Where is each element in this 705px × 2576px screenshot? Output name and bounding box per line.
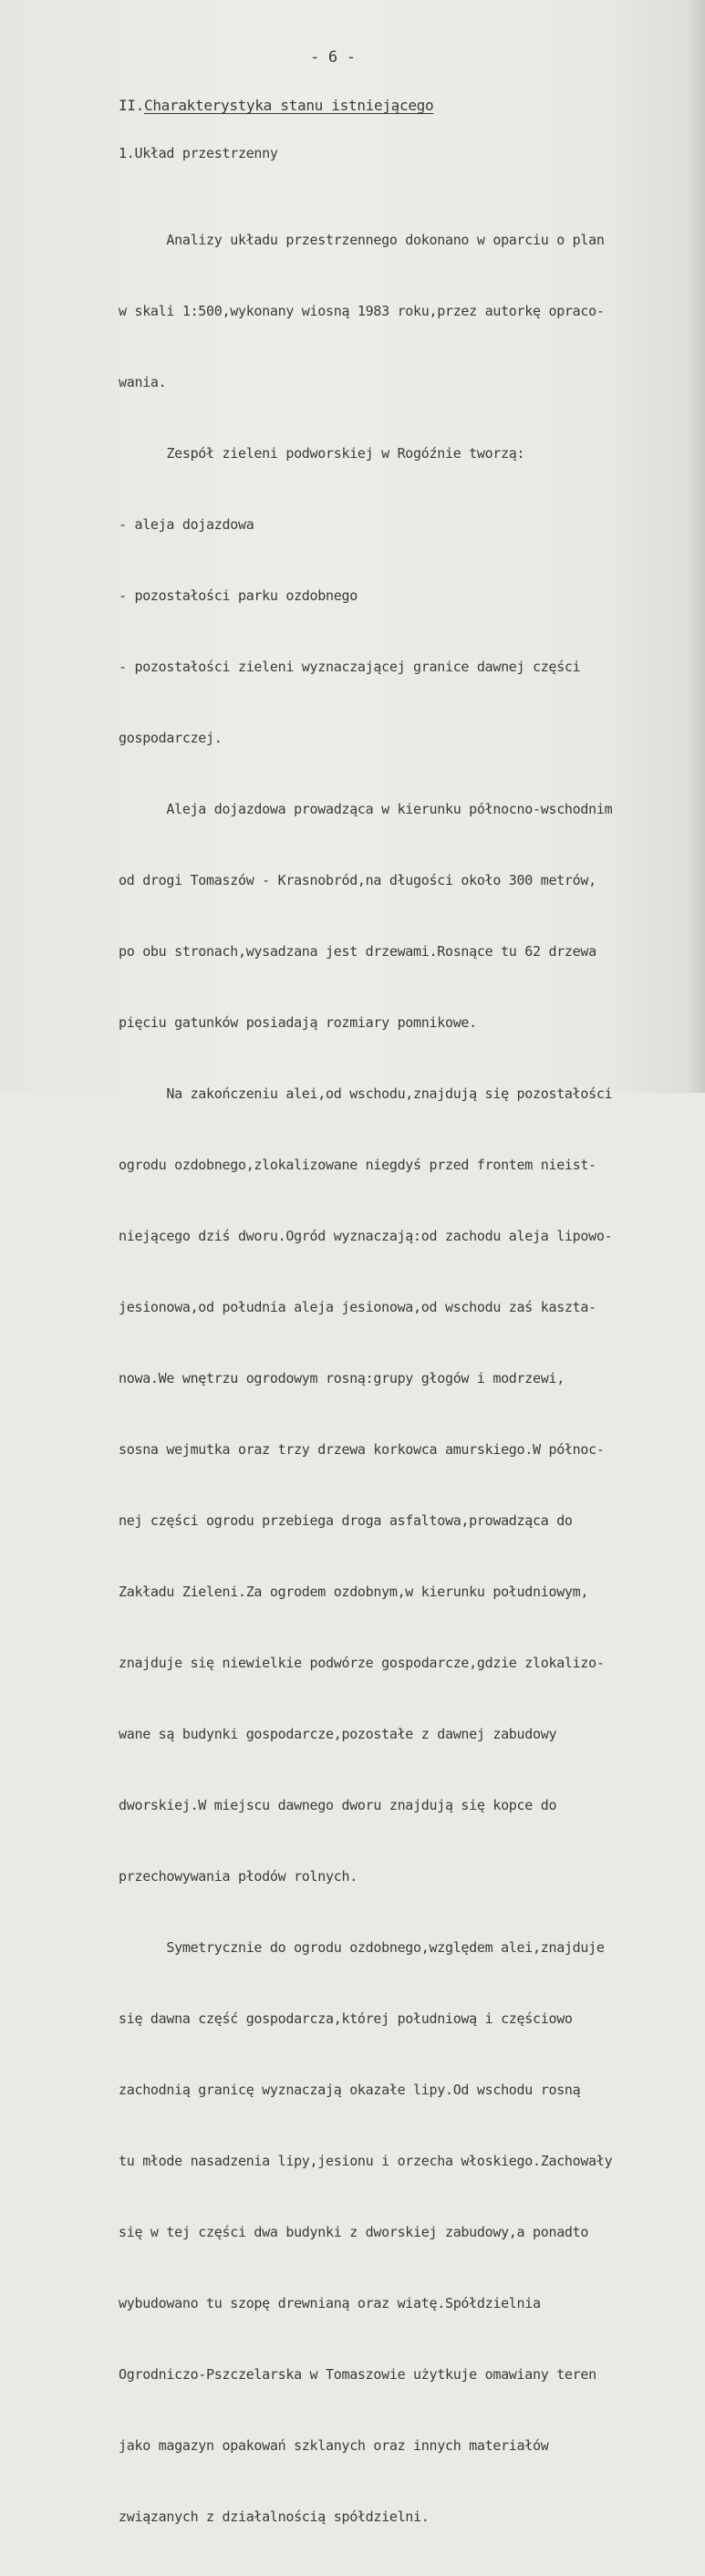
page-number: - 6 - [310, 48, 356, 67]
text-line: po obu stronach,wysadzana jest drzewami.Rosnące tu 62 drzewa [119, 943, 596, 960]
text-line: nowa.We wnętrzu ogrodowym rosną:grupy głogów i modrzewi, [119, 1370, 565, 1387]
text-line: - aleja dojazdowa [119, 516, 254, 533]
text-line: dworskiej.W miejscu dawnego dworu znajdują się kopce do [119, 1797, 557, 1813]
text-line: pięciu gatunków posiadają rozmiary pomnikowe. [119, 1014, 477, 1031]
subsection-heading: 1.Układ przestrzenny [119, 145, 278, 161]
text-line: Symetrycznie do ogrodu ozdobnego,względem alei,znajduje [119, 1939, 605, 1956]
section-heading-prefix: II. [119, 97, 144, 114]
text-line: Na zakończeniu alei,od wschodu,znajdują się pozostałości [119, 1085, 613, 1102]
text-line: jesionowa,od południa aleja jesionowa,od wschodu zaś kaszta- [119, 1299, 596, 1315]
text-line: wybudowano tu szopę drewnianą oraz wiatę.Spółdzielnia [119, 2295, 541, 2311]
text-line: tu młode nasadzenia lipy,jesionu i orzecha włoskiego.Zachowały [119, 2153, 613, 2169]
text-line: związanych z działalnością spółdzielni. [119, 2508, 430, 2525]
text-line: Zespół zieleni podworskiej w Rogóźnie tworzą: [119, 445, 525, 462]
text-line: się w tej części dwa budynki z dworskiej zabudowy,a ponadto [119, 2224, 589, 2240]
section-heading [119, 94, 433, 118]
text-line: wania. [119, 374, 167, 390]
body-text [119, 181, 702, 2576]
text-line: się dawna część gospodarcza,której południową i częściowo [119, 2010, 573, 2027]
text-line: zachodnią granicę wyznaczają okazałe lipy.Od wschodu rosną [119, 2082, 581, 2098]
text-line: Zakładu Zieleni.Za ogrodem ozdobnym,w kierunku południowym, [119, 1584, 589, 1600]
text-line: wane są budynki gospodarcze,pozostałe z dawnej zabudowy [119, 1726, 557, 1742]
section-heading-title: Charakterystyka stanu istniejącego [144, 97, 434, 114]
text-line: ogrodu ozdobnego,zlokalizowane niegdyś przed frontem nieist- [119, 1157, 596, 1173]
text-line: - pozostałości parku ozdobnego [119, 587, 358, 604]
text-line: w skali 1:500,wykonany wiosną 1983 roku,przez autorkę opraco- [119, 303, 605, 319]
text-line: nej części ogrodu przebiega droga asfaltowa,prowadząca do [119, 1512, 573, 1529]
text-line: sosna wejmutka oraz trzy drzewa korkowca amurskiego.W północ- [119, 1441, 605, 1458]
text-line: gospodarczej. [119, 730, 223, 746]
page-edge-shadow [689, 0, 705, 1093]
text-line: - pozostałości zieleni wyznaczającej granice dawnej części [119, 659, 581, 675]
text-line: niejącego dziś dworu.Ogród wyznaczają:od zachodu aleja lipowo- [119, 1228, 613, 1244]
text-line: od drogi Tomaszów - Krasnobród,na długości około 300 metrów, [119, 872, 596, 888]
text-line: Aleja dojazdowa prowadząca w kierunku północno-wschodnim [119, 801, 613, 817]
text-line: przechowywania płodów rolnych. [119, 1868, 358, 1885]
text-line: Analizy układu przestrzennego dokonano w oparciu o plan [119, 232, 605, 248]
text-line: Ogrodniczo-Pszczelarska w Tomaszowie użytkuje omawiany teren [119, 2366, 596, 2383]
text-line: jako magazyn opakowań szklanych oraz innych materiałów [119, 2437, 549, 2454]
text-line: znajduje się niewielkie podwórze gospodarcze,gdzie zlokalizo- [119, 1655, 605, 1671]
